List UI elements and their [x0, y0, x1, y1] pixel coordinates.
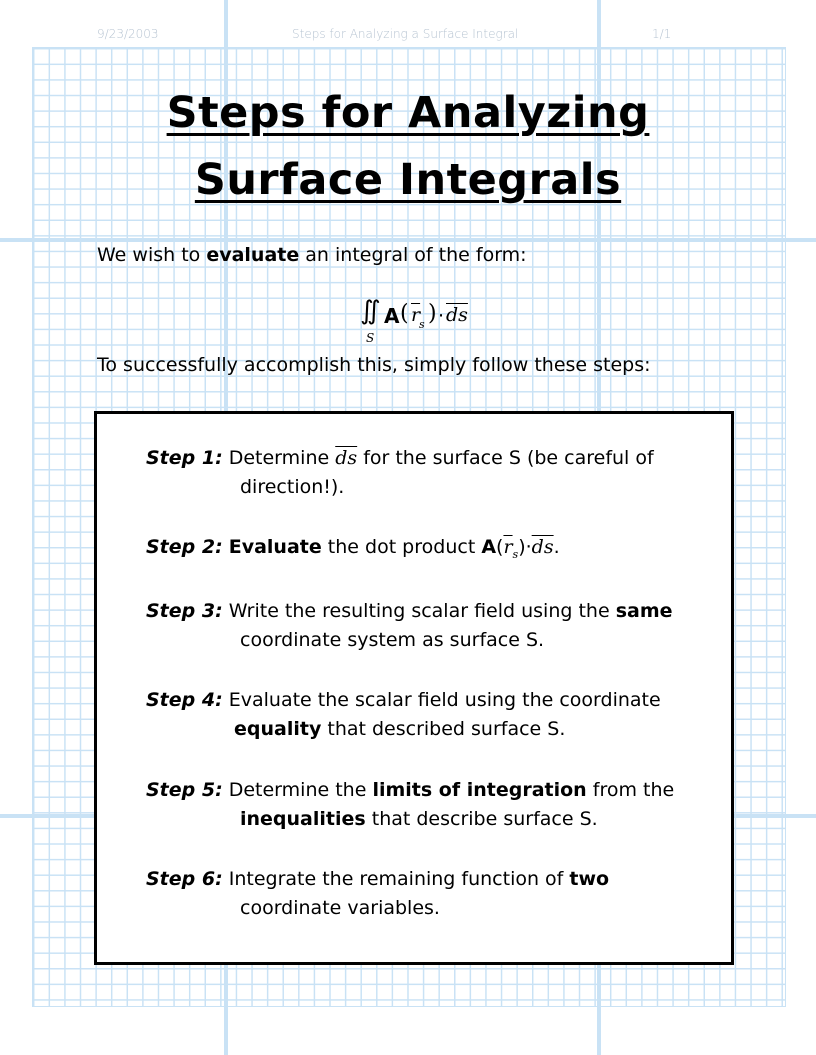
step-3: Step 3: Write the resulting scalar field using the same coordinate system as surface S. — [146, 600, 673, 651]
intro-text: We wish to evaluate an integral of the form: — [97, 244, 527, 266]
step-5: Step 5: Determine the limits of integration from the inequalities that describe surface S. — [146, 779, 675, 830]
grid-major-line — [0, 238, 816, 242]
surface-integral-formula: ∬ S A ( $\overline{r}$ s ) · $\overline{ds}$ — [360, 296, 468, 345]
vector-field-symbol: A — [384, 304, 400, 328]
step-6: Step 6: Integrate the remaining function of two coordinate variables. — [146, 868, 610, 919]
instruction-text: To successfully accomplish this, simply follow these steps: — [97, 354, 651, 376]
page-title-line-1: Steps for Analyzing — [166, 88, 650, 138]
step-4: Step 4: Evaluate the scalar field using the coordinate equality that described surface S. — [146, 689, 661, 740]
differential-surface-symbol: $\overline{ds}$ — [446, 304, 468, 326]
position-vector-symbol: $\overline{r}$ — [411, 304, 421, 326]
steps-box — [94, 411, 734, 965]
header-doc-title: Steps for Analyzing a Surface Integral — [292, 27, 519, 41]
header-page-number: 1/1 — [652, 27, 672, 41]
integral-subscript: S — [366, 331, 375, 345]
step-1: Step 1: Determine $\overline{ds}$ for the surface S (be careful of direction!). — [146, 447, 654, 498]
double-integral-sign: ∬ — [360, 296, 381, 326]
page-title-line-2: Surface Integrals — [194, 155, 622, 205]
step-2: Step 2: Evaluate the dot product $A(\overline{r}_s)\cdot\overline{ds}$. — [146, 536, 560, 561]
header-date: 9/23/2003 — [97, 27, 159, 41]
